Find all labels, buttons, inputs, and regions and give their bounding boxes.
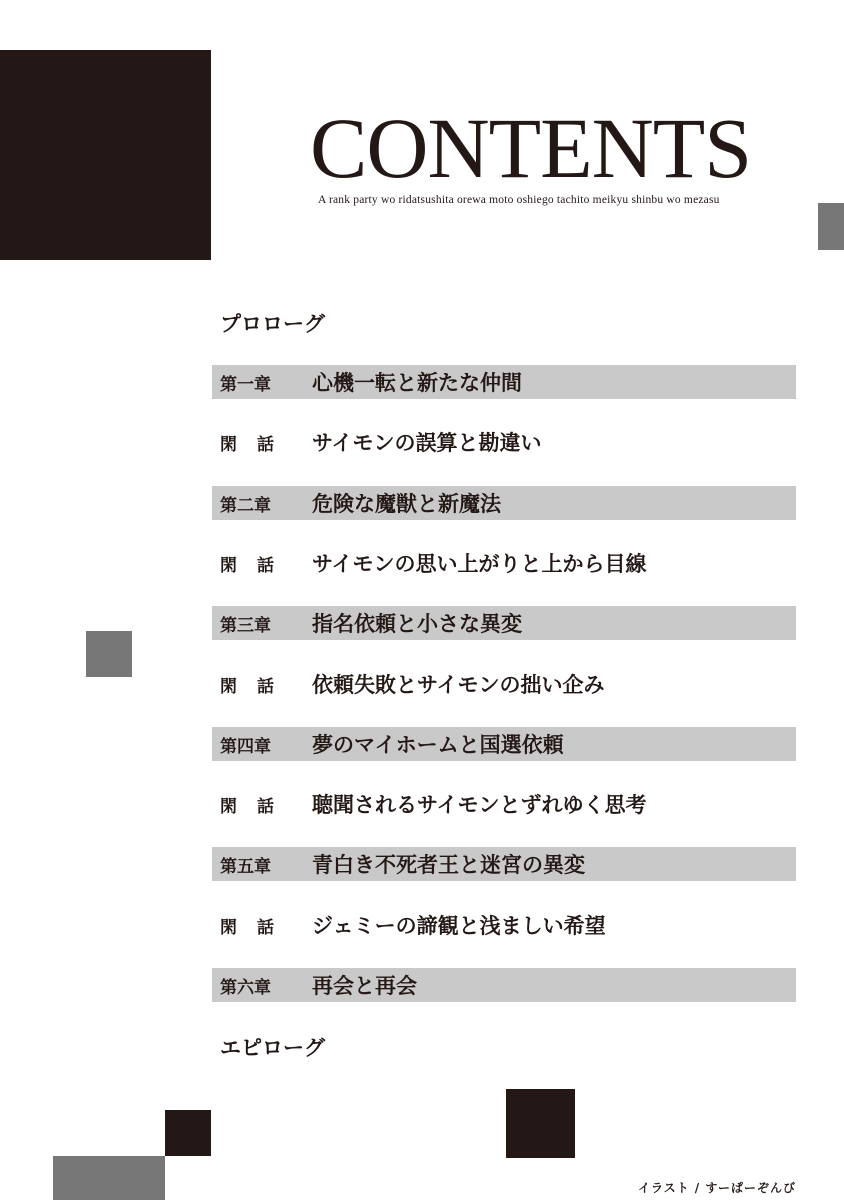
decorative-block-bottom-center (506, 1089, 575, 1158)
toc-entry (212, 546, 796, 580)
illustrator-credit: イラスト / すーぱーぞんび (637, 1181, 796, 1195)
toc-entry (212, 968, 796, 1002)
decorative-block-right-edge (818, 203, 844, 250)
toc-entry-title: サイモンの思い上がりと上から目線 (312, 551, 647, 576)
decorative-block-bottom-dark-small (165, 1110, 211, 1156)
toc-entry-title: 指名依頼と小さな異変 (312, 611, 522, 636)
toc-entry-label: 閑話 (220, 917, 294, 938)
decorative-block-top-left (0, 50, 211, 260)
toc-entry (212, 425, 796, 459)
toc-entry (212, 908, 796, 942)
toc-entry-label: 閑話 (220, 555, 294, 576)
toc-entry-title: 危険な魔獣と新魔法 (312, 491, 501, 516)
decorative-block-mid-left (86, 631, 132, 677)
page-title: CONTENTS (310, 100, 752, 196)
toc-entry (212, 486, 796, 520)
toc-entry-title: サイモンの誤算と勘違い (312, 430, 542, 455)
toc-entry-title: ジェミーの諦観と浅ましい希望 (312, 913, 606, 938)
decorative-block-bottom-grey (53, 1156, 165, 1200)
toc-entry-label: 第四章 (220, 736, 271, 757)
toc-entry-label: 閑話 (220, 796, 294, 817)
toc-entry-title: 聴聞されるサイモンとずれゆく思考 (312, 792, 647, 817)
page-subtitle: A rank party wo ridatsushita orewa moto oshiego tachito meikyu shinbu wo mezasu (318, 194, 720, 206)
toc-entry (212, 365, 796, 399)
toc-entry (212, 787, 796, 821)
toc-entry-title: 青白き不死者王と迷宮の異変 (312, 852, 585, 877)
toc-entry-label: 第一章 (220, 374, 271, 395)
toc-entry-label: 第三章 (220, 615, 271, 636)
toc-epilogue: エピローグ (220, 1035, 325, 1060)
toc-entry-title: 再会と再会 (312, 973, 417, 998)
toc-entry-label: 閑話 (220, 434, 294, 455)
toc-entry (212, 847, 796, 881)
toc-entry-title: 夢のマイホームと国選依頼 (312, 732, 564, 757)
toc-entry-title: 心機一転と新たな仲間 (312, 370, 522, 395)
toc-entry-label: 第二章 (220, 495, 271, 516)
toc-entry (212, 606, 796, 640)
toc-entry (212, 667, 796, 701)
toc-entry-label: 第五章 (220, 856, 271, 877)
toc-entry-label: 第六章 (220, 977, 271, 998)
toc-prologue: プロローグ (220, 311, 325, 336)
toc-entry (212, 727, 796, 761)
toc-entry-label: 閑話 (220, 676, 294, 697)
toc-entry-title: 依頼失敗とサイモンの拙い企み (312, 672, 605, 697)
